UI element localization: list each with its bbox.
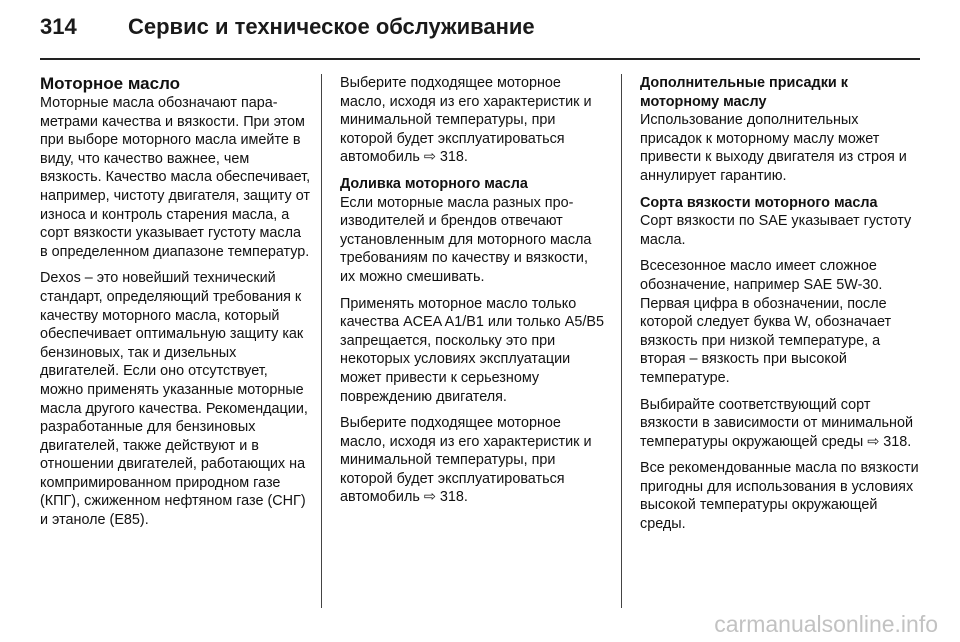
page-reference-link[interactable]: 318.: [883, 433, 912, 450]
page-reference-link[interactable]: 318.: [439, 149, 468, 166]
column-3: [640, 74, 920, 542]
paragraph-text: Выбирайте соответствующий сорт вязкости в зависимости от минимальной температуры окружающей среды: [640, 396, 914, 450]
paragraph-text: Выберите подходящее моторное масло, исходя из его характеристик и минимальной температуры, при которой будет эксплуатироваться автомобиль: [340, 75, 592, 166]
paragraph: [640, 396, 920, 452]
paragraph: [340, 414, 606, 507]
column-2: [340, 74, 606, 515]
paragraph: Сорт вязкости по SAE указывает густоту масла.: [640, 213, 912, 248]
page-title: Сервис и техническое обслуживание: [128, 14, 535, 39]
column-divider: [621, 74, 622, 608]
page-reference-link[interactable]: 318.: [439, 489, 468, 506]
paragraph: Моторные масла обозначают параметрами качества и вязкости. При этом при выборе моторного масла имейте в виду, что качество важнее, чем вязкость. Качество масла обеспечивает, например, чистоту двигателя, защиту от износа и контроль старения масла, а сорт вязкости указывает густоту масла в определенном диапазоне температур.: [40, 95, 311, 260]
watermark: carmanualsonline.info: [714, 611, 938, 637]
column-divider: [321, 74, 322, 608]
page-reference-arrow-icon: ⇨: [867, 433, 880, 450]
paragraph: [340, 74, 606, 167]
section-heading-motor-oil: Моторное масло: [40, 74, 181, 93]
column-1: [40, 74, 312, 538]
paragraph: Все рекомендованные масла по вязкости пригодны для использования в условиях высокой температуры окружающей среды.: [640, 460, 919, 533]
page-reference-arrow-icon: ⇨: [423, 149, 436, 166]
subheading-topping-up-oil: Доливка моторного масла: [340, 175, 528, 192]
page-header: [40, 14, 920, 54]
paragraph: Если моторные масла разных производителей и брендов отвечают установленным для моторного масла требованиям по качеству и вязкости, их можно смешивать.: [340, 194, 592, 285]
page-number: 314: [40, 14, 77, 39]
header-rule: [40, 58, 920, 60]
paragraph: Использование дополнительных присадок к моторному маслу может привести к выходу двигателя из строя и аннулирует гарантию.: [640, 112, 907, 184]
paragraph: Всесезонное масло имеет сложное обозначение, например SAE 5W-30. Первая цифра в обозначении, после которой следует буква W, обозначает вязкость при низкой температуре, а вторая – вязкость при высокой температуре.: [640, 258, 892, 386]
paragraph-text: Выберите подходящее моторное масло, исходя из его характеристик и минимальной температуры, при которой будет эксплуатироваться автомобиль: [340, 415, 592, 506]
paragraph: Dexos – это новейший технический стандарт, определяющий требования к качеству моторного масла, который обеспечивает оптимальную защиту как бензиновых, так и дизельных двигателей. Если оно отсутствует, можно применять указанные моторные масла другого качества. Рекомендации, разработанные для бензиновых двигателей, также действуют и в отношении двигателей, работающих на компримированном природном газе (КПГ), сжиженном нефтяном газе (СНГ) и этаноле (E85).: [40, 270, 308, 529]
paragraph: Применять моторное масло только качества ACEA A1/B1 или только A5/B5 запрещается, поскольку это при некоторых условиях эксплуатации может привести к серьезному повреждению двигателя.: [340, 295, 605, 405]
page-reference-arrow-icon: ⇨: [423, 489, 436, 506]
subheading-viscosity-grades: Сорта вязкости моторного масла: [640, 194, 878, 211]
subheading-oil-additives: Дополнительные присадки к моторному маслу: [640, 75, 848, 110]
